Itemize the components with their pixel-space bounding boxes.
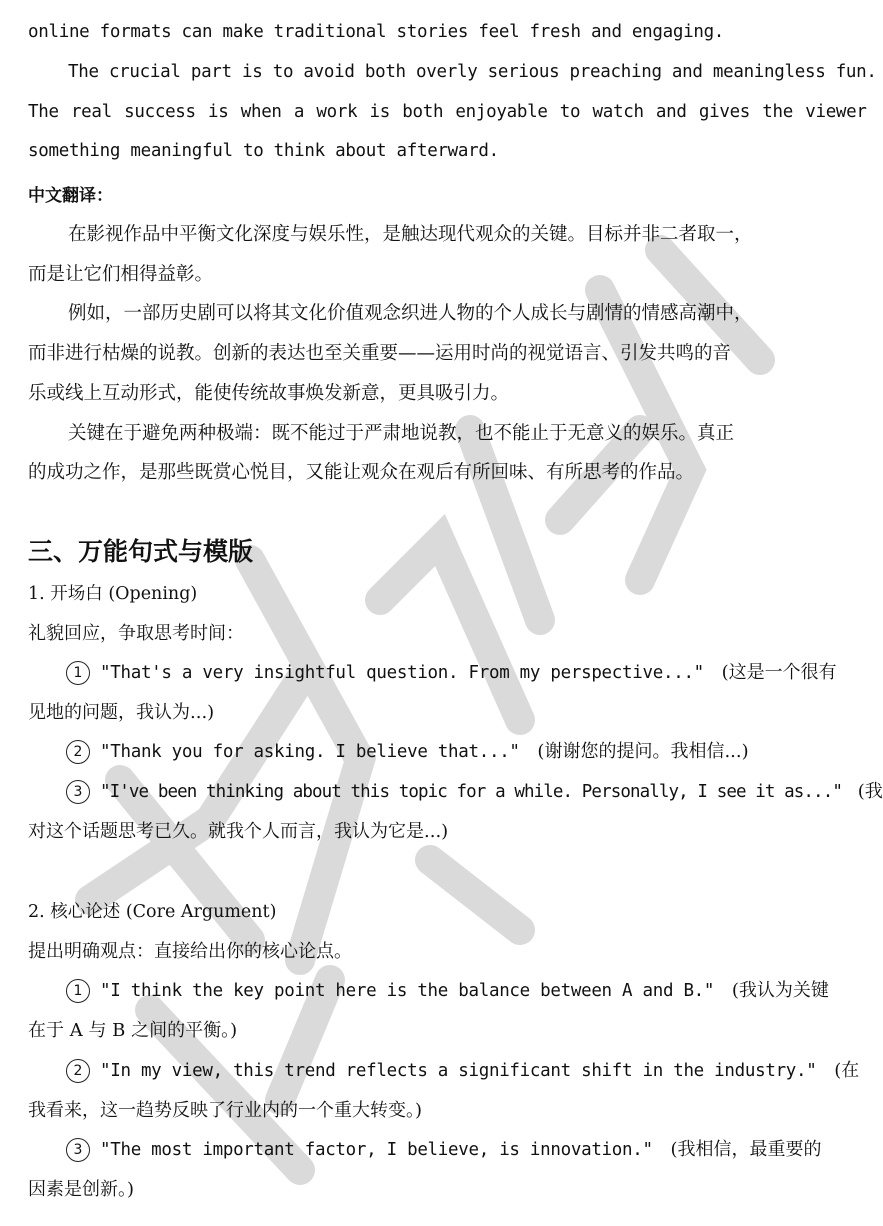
translation-p2-line-1: 例如，一部历史剧可以将其文化价值观念织进人物的个人成长与剧情的情感高潮中， bbox=[68, 303, 753, 324]
phrase-zh: (我 bbox=[857, 781, 883, 802]
phrase-en: "The most important factor, I believe, is innovation." bbox=[100, 1140, 653, 1160]
opening-item-3-cont: 对这个话题思考已久。就我个人而言，我认为它是...) bbox=[28, 821, 449, 842]
core-item-1-cont: 在于 A 与 B 之间的平衡。) bbox=[28, 1020, 238, 1041]
core-desc: 提出明确观点：直接给出你的核心论点。 bbox=[28, 941, 352, 962]
phrase-en: "I think the key point here is the balance between A and B." bbox=[100, 981, 715, 1001]
phrase-zh: (我认为关键 bbox=[731, 980, 829, 1001]
translation-p2-line-3: 乐或线上互动形式，能使传统故事焕发新意，更具吸引力。 bbox=[28, 383, 510, 404]
core-item-2-cont: 我看来，这一趋势反映了行业内的一个重大转变。) bbox=[28, 1100, 423, 1121]
opening-desc: 礼貌回应，争取思考时间： bbox=[28, 623, 244, 644]
phrase-zh: (这是一个很有 bbox=[721, 662, 837, 683]
circled-number-icon: 2 bbox=[66, 1059, 90, 1083]
opening-item-1-cont: 见地的问题，我认为...) bbox=[28, 702, 215, 723]
circled-number-icon: 2 bbox=[66, 740, 90, 764]
opening-item-3 bbox=[66, 777, 883, 804]
translation-p2-line-2: 而非进行枯燥的说教。创新的表达也至关重要——运用时尚的视觉语言、引发共鸣的音 bbox=[28, 343, 732, 364]
opening-item-1 bbox=[66, 658, 837, 685]
opening-item-2 bbox=[66, 737, 749, 764]
intro-para2-line-2: The real success is when a work is both enjoyable to watch and gives the viewer bbox=[28, 102, 867, 122]
section-title: 三、万能句式与模版 bbox=[28, 537, 254, 566]
phrase-en: "That's a very insightful question. From my perspective..." bbox=[100, 663, 704, 683]
phrase-en: "In my view, this trend reflects a significant shift in the industry." bbox=[100, 1061, 817, 1081]
intro-para2-line-3: something meaningful to think about afterward. bbox=[28, 141, 499, 161]
phrase-en: "I've been thinking about this topic for a while. Personally, I see it as..." bbox=[100, 782, 842, 802]
translation-p3-line-1: 关键在于避免两种极端：既不能过于严肃地说教，也不能止于无意义的娱乐。真正 bbox=[68, 423, 735, 444]
core-item-2 bbox=[66, 1056, 859, 1083]
intro-para2-line-1: The crucial part is to avoid both overly serious preaching and meaningless fun. bbox=[68, 62, 877, 82]
translation-label: 中文翻译： bbox=[28, 186, 113, 206]
intro-line-1: online formats can make traditional stories feel fresh and engaging. bbox=[28, 22, 725, 42]
translation-p1-line-1: 在影视作品中平衡文化深度与娱乐性，是触达现代观众的关键。目标并非二者取一， bbox=[68, 224, 753, 245]
circled-number-icon: 1 bbox=[66, 979, 90, 1003]
phrase-en: "Thank you for asking. I believe that..." bbox=[100, 742, 520, 762]
core-item-1 bbox=[66, 976, 829, 1003]
phrase-zh: (在 bbox=[834, 1060, 860, 1081]
opening-heading: 1. 开场白 (Opening) bbox=[28, 584, 198, 604]
phrase-zh: (谢谢您的提问。我相信...) bbox=[537, 741, 749, 762]
core-item-3-cont: 因素是创新。) bbox=[28, 1179, 135, 1200]
phrase-zh: (我相信，最重要的 bbox=[670, 1139, 822, 1160]
circled-number-icon: 3 bbox=[66, 780, 90, 804]
translation-p3-line-2: 的成功之作，是那些既赏心悦目，又能让观众在观后有所回味、有所思考的作品。 bbox=[28, 462, 695, 483]
circled-number-icon: 3 bbox=[66, 1138, 90, 1162]
core-item-3 bbox=[66, 1135, 822, 1162]
translation-p1-line-2: 而是让它们相得益彰。 bbox=[28, 264, 214, 285]
circled-number-icon: 1 bbox=[66, 661, 90, 685]
core-heading: 2. 核心论述 (Core Argument) bbox=[28, 902, 277, 922]
